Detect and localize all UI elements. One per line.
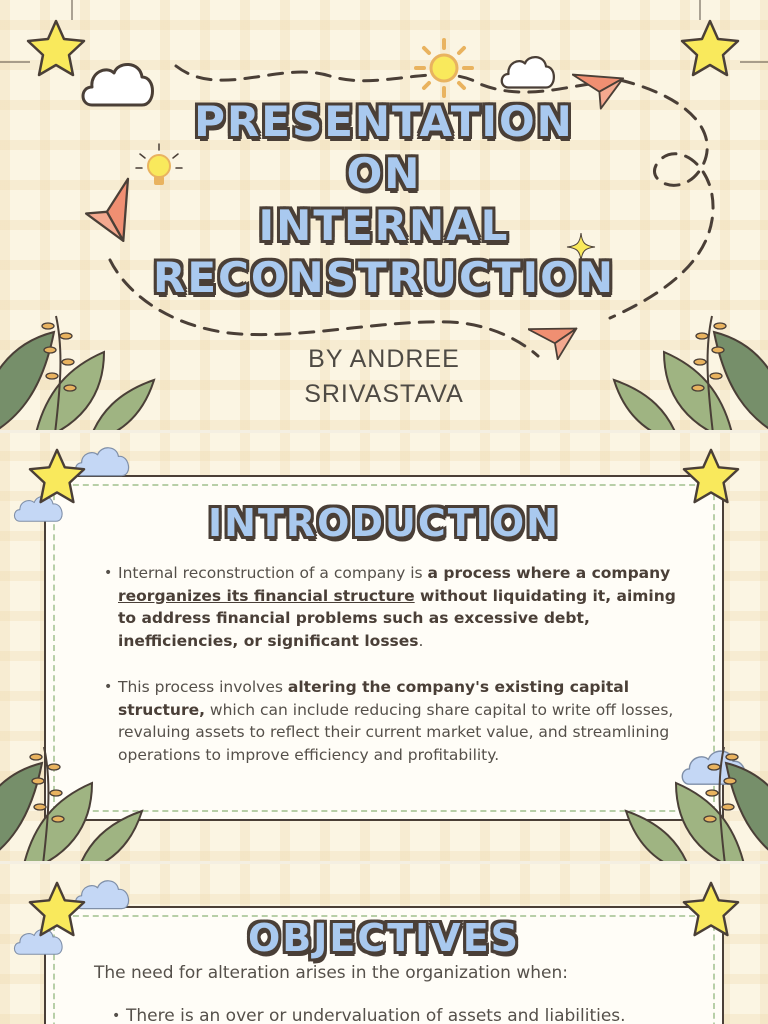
leaf-icon bbox=[0, 312, 174, 430]
underlined-run: reorganizes its financial structure bbox=[118, 586, 415, 605]
presentation-title bbox=[100, 96, 668, 304]
title-line: PRESENTATION bbox=[194, 97, 574, 146]
sun-icon bbox=[412, 36, 476, 100]
section-title: OBJECTIVES bbox=[247, 916, 521, 960]
star-icon bbox=[678, 18, 742, 78]
bold-run: a process where a company bbox=[427, 564, 671, 582]
title-slide bbox=[0, 0, 768, 430]
intro-text: The need for alteration arises in the organization when: bbox=[94, 963, 568, 983]
text-run: which can include reducing share capital to write off losses, revaluing assets to reflect their current market value, and streamlining operations to improve efficiency and profitability. bbox=[118, 700, 674, 764]
objectives-slide bbox=[0, 864, 768, 1024]
text-run: Internal reconstruction of a company is bbox=[118, 564, 428, 582]
title-line: ON bbox=[346, 149, 422, 198]
text-run: This process involves bbox=[118, 678, 288, 696]
bullet-item bbox=[104, 562, 688, 652]
author-byline bbox=[184, 342, 584, 412]
bullet-dot: • bbox=[104, 679, 113, 695]
bold-run: altering the company's existing capital structure, bbox=[118, 678, 630, 719]
text-run: There is an over or undervaluation of assets and liabilities. bbox=[126, 1006, 626, 1024]
bold-run: without liquidating it, aiming to address financial problems such as excessive debt, inefficiencies, or significant losses bbox=[118, 586, 676, 650]
bullet-item bbox=[104, 676, 688, 766]
cloud-icon bbox=[498, 50, 558, 98]
title-line: INTERNAL bbox=[258, 201, 510, 250]
byline-line: SRIVASTAVA bbox=[304, 380, 464, 408]
star-icon bbox=[680, 447, 742, 505]
leaf-icon bbox=[594, 312, 768, 430]
bullet-item bbox=[112, 1005, 696, 1024]
bullet-dot: • bbox=[104, 565, 113, 581]
star-icon bbox=[26, 447, 88, 505]
section-title: INTRODUCTION bbox=[208, 501, 560, 545]
text-run: . bbox=[418, 631, 424, 650]
byline-line: BY ANDREE bbox=[308, 345, 460, 373]
introduction-slide bbox=[0, 433, 768, 861]
title-line: RECONSTRUCTION bbox=[152, 253, 615, 302]
bullet-dot: • bbox=[112, 1008, 121, 1024]
